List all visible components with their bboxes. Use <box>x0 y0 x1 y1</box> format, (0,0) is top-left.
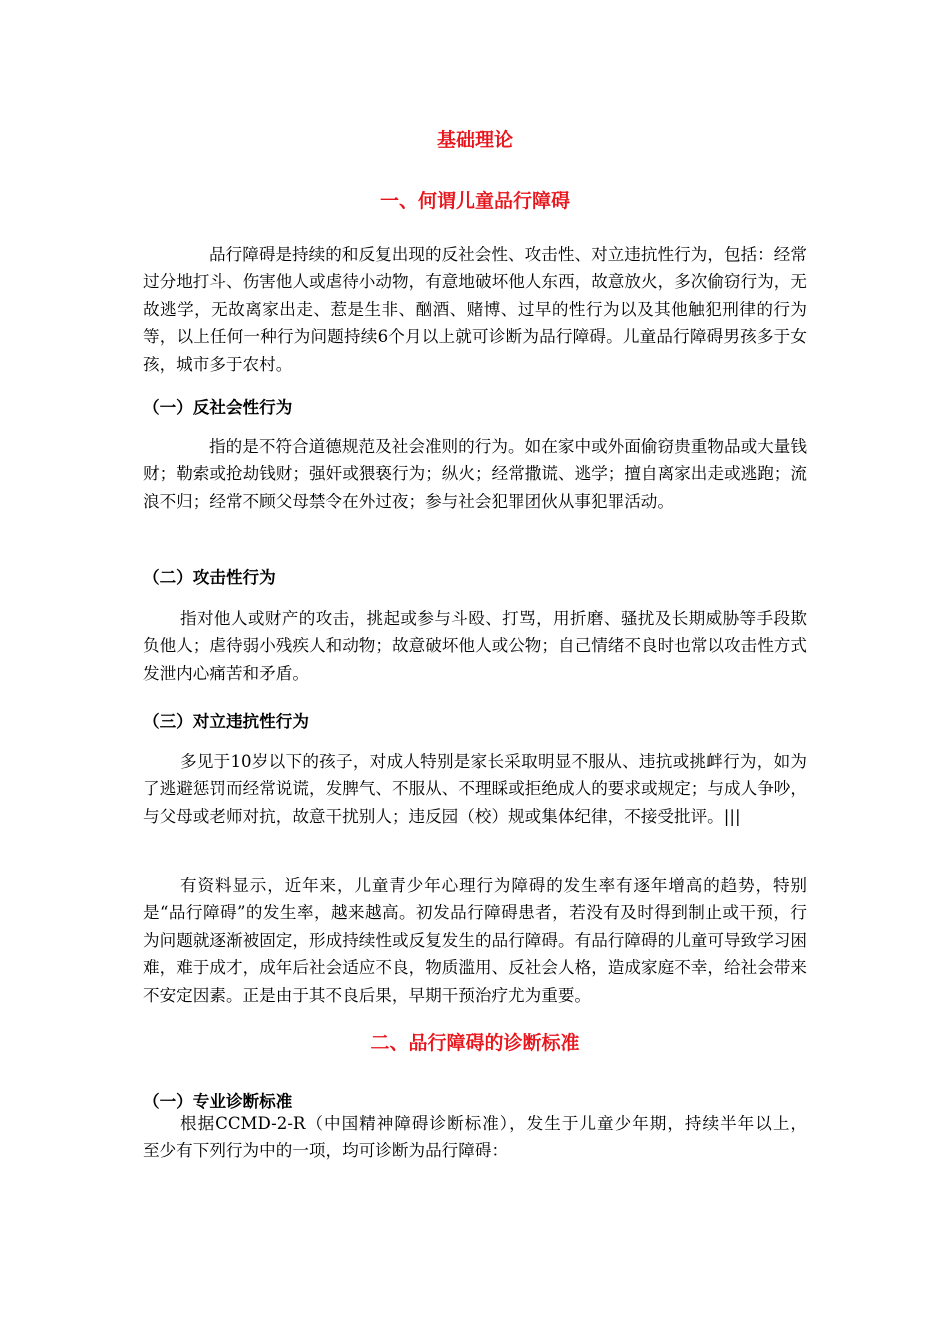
sub1-paragraph: 指的是不符合道德规范及社会准则的行为。如在家中或外面偷窃贵重物品或大量钱财；勒索或抢劫钱财；强奸或猥亵行为；纵火；经常撒谎、逃学；擅自离家出走或逃跑；流浪不归；经常不顾父母禁令在外过夜；参与社会犯罪团伙从事犯罪活动。 <box>143 437 807 511</box>
main-title: 基础理论 <box>436 129 513 151</box>
intro-paragraph: 品行障碍是持续的和反复出现的反社会性、攻击性、对立违抗性行为，包括：经常过分地打斗、伤害他人或虐待小动物，有意地破坏他人东西，故意放火，多次偷窃行为，无故逃学，无故离家出走、惹是生非、酗酒、赌博、过早的性行为以及其他触犯刑律的行为等，以上任何一种行为问题持续6个月以上就可诊断为品行障碍。儿童品行障碍男孩多于女孩，城市多于农村。 <box>143 245 807 374</box>
section1-title: 一、何谓儿童品行障碍 <box>379 190 570 212</box>
sub2-paragraph: 指对他人或财产的攻击，挑起或参与斗殴、打骂，用折磨、骚扰及长期威胁等手段欺负他人；虐待弱小残疾人和动物；故意破坏他人或公物；自己情绪不良时也常以攻击性方式发泄内心痛苦和矛盾。 <box>143 609 807 683</box>
sub2-heading: （二）攻击性行为 <box>143 568 276 587</box>
closing-paragraph: 有资料显示，近年来，儿童青少年心理行为障碍的发生率有逐年增高的趋势，特别是“品行障碍”的发生率，越来越高。初发品行障碍患者，若没有及时得到制止或干预，行为问题就逐渐被固定，形成持续性或反复发生的品行障碍。有品行障碍的儿童可导致学习困难，难于成才，成年后社会适应不良，物质滥用、反社会人格，造成家庭不幸，给社会带来不安定因素。正是由于其不良后果，早期干预治疗尤为重要。 <box>143 876 807 1005</box>
sec2-sub1-paragraph: 根据CCMD-2-R（中国精神障碍诊断标准），发生于儿童少年期，持续半年以上， 至少有下列行为中的一项，均可诊断为品行障碍： <box>143 1114 823 1161</box>
section2-title: 二、品行障碍的诊断标准 <box>370 1032 580 1054</box>
sub1-heading: （一）反社会性行为 <box>143 398 293 417</box>
sub3-heading: （三）对立违抗性行为 <box>143 712 309 731</box>
sec2-sub1-heading: （一）专业诊断标准 <box>143 1092 293 1111</box>
sub3-paragraph: 多见于10岁以下的孩子，对成人特别是家长采取明显不服从、违抗或挑衅行为，如为了逃避惩罚而经常说谎，发脾气、不服从、不理睬或拒绝成人的要求或规定；与成人争吵，与父母或老师对抗，故意干扰别人；违反园（校）规或集体纪律，不接受批评。||| <box>143 752 807 826</box>
